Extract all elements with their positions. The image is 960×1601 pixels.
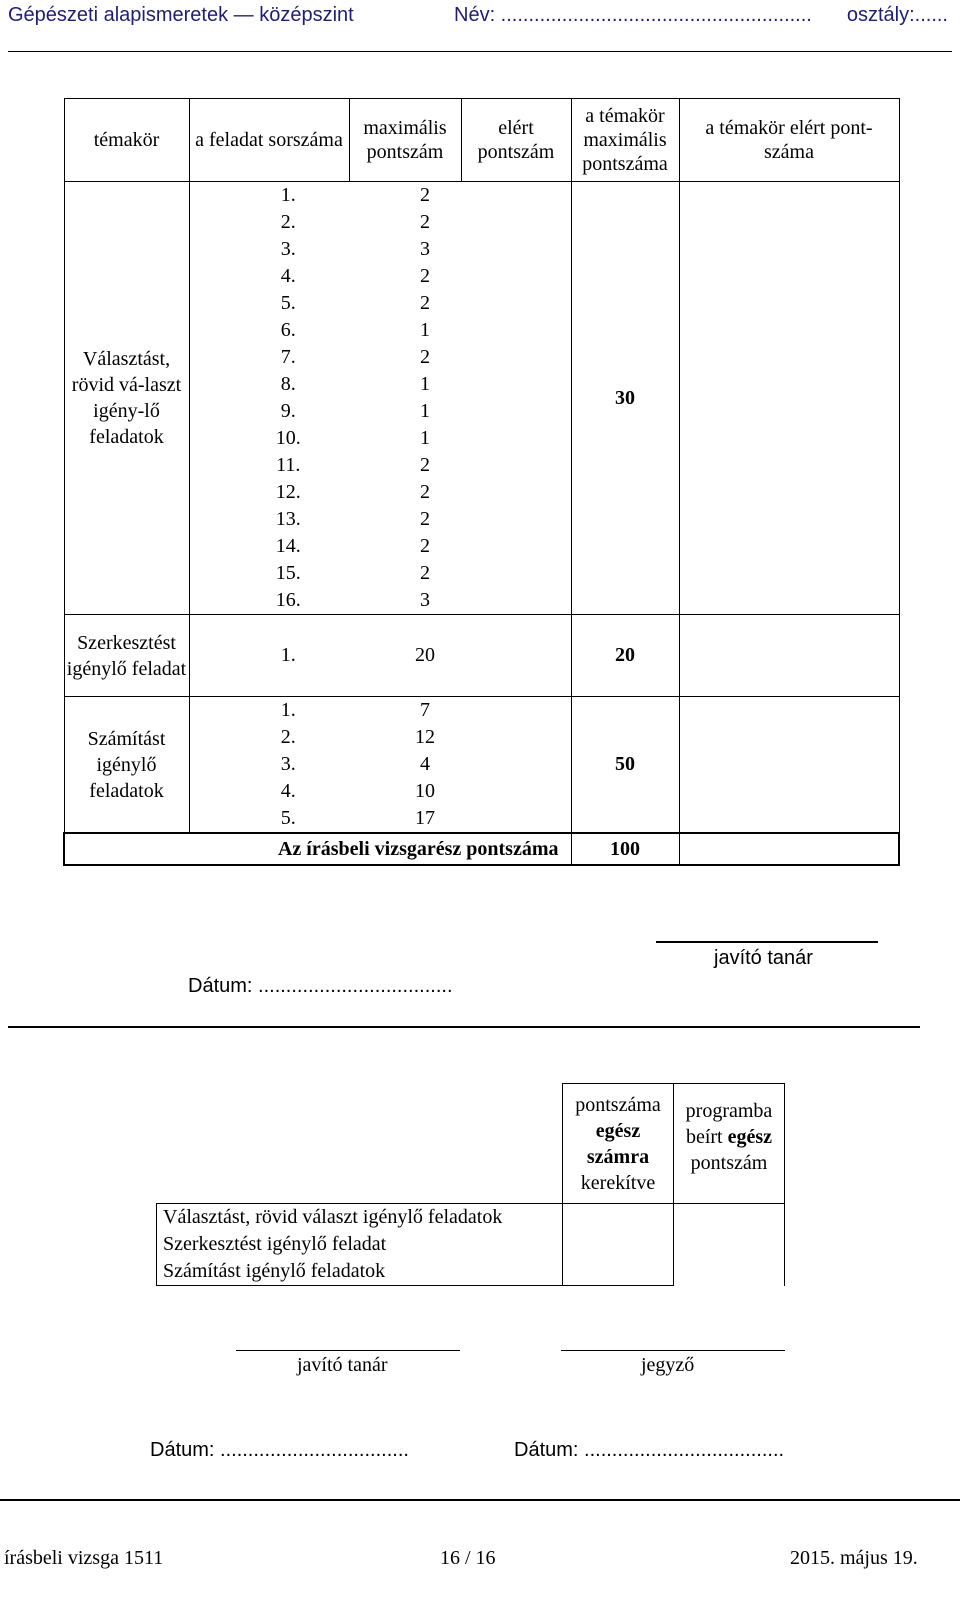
task-number: 14. — [275, 535, 301, 557]
max-score: 2 — [420, 346, 430, 368]
topic-achieved-cell[interactable] — [679, 615, 899, 697]
total-label: Az írásbeli vizsgarész pontszáma — [64, 833, 571, 865]
table-row — [64, 615, 899, 697]
max-score: 7 — [349, 697, 461, 725]
score-table — [63, 98, 900, 866]
task-number: 4. — [280, 265, 296, 287]
footer-divider — [0, 1499, 960, 1501]
task-number: 13. — [275, 508, 301, 530]
task-number: 1. — [189, 697, 349, 725]
page-header — [8, 0, 952, 52]
score-table-header — [64, 99, 899, 182]
date-field-clerk: Dátum: .................................... — [514, 1439, 785, 1461]
topic-max-total: 30 — [571, 182, 679, 615]
achieved-score-cell[interactable] — [461, 479, 571, 506]
achieved-score-cell[interactable] — [461, 371, 571, 398]
achieved-score-cell[interactable] — [461, 560, 571, 587]
total-achieved-cell[interactable] — [679, 833, 899, 865]
max-score: 2 — [420, 292, 430, 314]
task-number: 4. — [280, 780, 296, 802]
signature-role-clerk: jegyző — [641, 1354, 695, 1376]
program-score-cell[interactable] — [674, 1204, 785, 1232]
program-score-cell[interactable] — [674, 1258, 785, 1286]
achieved-score-cell[interactable] — [461, 805, 571, 833]
max-score: 2 — [349, 182, 461, 210]
achieved-score-cell[interactable] — [461, 263, 571, 290]
achieved-score-cell[interactable] — [461, 182, 571, 210]
task-number: 3. — [280, 753, 296, 775]
rounded-score-cell[interactable] — [563, 1231, 674, 1258]
achieved-score-cell[interactable] — [461, 290, 571, 317]
row-label: Szerkesztést igénylő feladat — [157, 1231, 563, 1258]
col-header-program-score: programba beírt egész pontszám — [674, 1084, 785, 1204]
topic-cell: Szerkesztést igénylő feladat — [64, 615, 189, 697]
max-score: 2 — [420, 265, 430, 287]
topic-achieved-cell[interactable] — [679, 697, 899, 834]
task-number: 8. — [280, 373, 296, 395]
max-score: 2 — [420, 454, 430, 476]
max-score: 3 — [420, 589, 430, 611]
program-score-cell[interactable] — [674, 1231, 785, 1258]
col-header-max-score: maximális pontszám — [349, 99, 461, 182]
task-number: 11. — [276, 454, 301, 476]
rounded-score-cell[interactable] — [563, 1204, 674, 1232]
achieved-score-cell[interactable] — [461, 533, 571, 560]
task-number: 1. — [189, 615, 349, 697]
achieved-score-cell[interactable] — [461, 724, 571, 751]
rounding-table — [156, 1083, 785, 1286]
task-number: 12. — [275, 481, 301, 503]
col-header-rounded-score: pontszáma egész számra kerekítve — [563, 1084, 674, 1204]
max-score: 10 — [415, 780, 435, 802]
achieved-score-cell[interactable] — [461, 751, 571, 778]
achieved-score-cell[interactable] — [461, 506, 571, 533]
table-row — [64, 697, 899, 725]
achieved-score-cell[interactable] — [461, 615, 571, 697]
col-header-topic: témakör — [64, 99, 189, 182]
max-score: 2 — [420, 535, 430, 557]
header-name-field: Név: ........................................................ — [454, 4, 812, 26]
achieved-score-cell[interactable] — [461, 398, 571, 425]
max-score: 20 — [349, 615, 461, 697]
header-divider — [8, 51, 952, 52]
task-number: 7. — [280, 346, 296, 368]
topic-achieved-cell[interactable] — [679, 182, 899, 615]
header-class-field: osztály:...... — [846, 4, 948, 26]
max-score: 2 — [420, 508, 430, 530]
task-number: 3. — [280, 238, 296, 260]
footer-exam-id: írásbeli vizsga 1511 — [4, 1547, 164, 1569]
topic-cell: Választást, rövid vá-laszt igény-lő feladatok — [64, 182, 189, 615]
date-field: Dátum: ................................... — [188, 975, 453, 997]
table-row — [64, 182, 899, 210]
max-score: 2 — [420, 211, 430, 233]
achieved-score-cell[interactable] — [461, 697, 571, 725]
task-number: 10. — [275, 427, 301, 449]
achieved-score-cell[interactable] — [461, 317, 571, 344]
max-score: 3 — [420, 238, 430, 260]
row-label: Számítást igénylő feladatok — [157, 1258, 563, 1286]
achieved-score-cell[interactable] — [461, 452, 571, 479]
topic-max-total: 20 — [571, 615, 679, 697]
row-label: Választást, rövid választ igénylő feladatok — [157, 1204, 563, 1232]
col-header-task-number: a feladat sorszáma — [189, 99, 349, 182]
topic-cell: Számítást igénylő feladatok — [64, 697, 189, 834]
total-row — [64, 833, 899, 865]
task-number: 15. — [275, 562, 301, 584]
signature-role-teacher: javító tanár — [297, 1354, 388, 1376]
table-row — [157, 1231, 785, 1258]
task-number: 5. — [280, 292, 296, 314]
table-row — [157, 1204, 785, 1232]
col-header-topic-achieved: a témakör elért pont-száma — [679, 99, 899, 182]
task-number: 2. — [280, 211, 296, 233]
max-score: 2 — [420, 562, 430, 584]
task-number: 2. — [280, 726, 296, 748]
achieved-score-cell[interactable] — [461, 344, 571, 371]
task-number: 1. — [189, 182, 349, 210]
max-score: 1 — [420, 427, 430, 449]
table-row — [157, 1258, 785, 1286]
topic-max-total: 50 — [571, 697, 679, 834]
footer-page-number: 16 / 16 — [440, 1547, 496, 1569]
task-number: 16. — [275, 589, 301, 611]
max-score: 1 — [420, 400, 430, 422]
max-score: 12 — [415, 726, 435, 748]
col-header-achieved-score: elért pontszám — [461, 99, 571, 182]
col-header-topic-max: a témakör maximális pontszáma — [571, 99, 679, 182]
max-score: 4 — [420, 753, 430, 775]
signature-line-teacher — [236, 1350, 460, 1351]
section-divider — [8, 1026, 920, 1028]
footer-date: 2015. május 19. — [790, 1547, 918, 1569]
task-number: 5. — [280, 807, 296, 829]
max-score: 1 — [420, 319, 430, 341]
task-number: 6. — [280, 319, 296, 341]
achieved-score-cell[interactable] — [461, 209, 571, 236]
signature-line — [656, 941, 878, 943]
total-value: 100 — [571, 833, 679, 865]
achieved-score-cell[interactable] — [461, 778, 571, 805]
signature-line-clerk — [561, 1350, 785, 1351]
date-field-teacher: Dátum: .................................. — [150, 1439, 409, 1461]
achieved-score-cell[interactable] — [461, 236, 571, 263]
rounded-score-cell[interactable] — [563, 1258, 674, 1286]
max-score: 17 — [415, 807, 435, 829]
achieved-score-cell[interactable] — [461, 587, 571, 615]
task-number: 9. — [280, 400, 296, 422]
rounding-table-header — [157, 1084, 785, 1204]
achieved-score-cell[interactable] — [461, 425, 571, 452]
signature-role: javító tanár — [714, 947, 813, 969]
header-subject: Gépészeti alapismeretek — középszint — [8, 4, 354, 26]
max-score: 1 — [420, 373, 430, 395]
max-score: 2 — [420, 481, 430, 503]
